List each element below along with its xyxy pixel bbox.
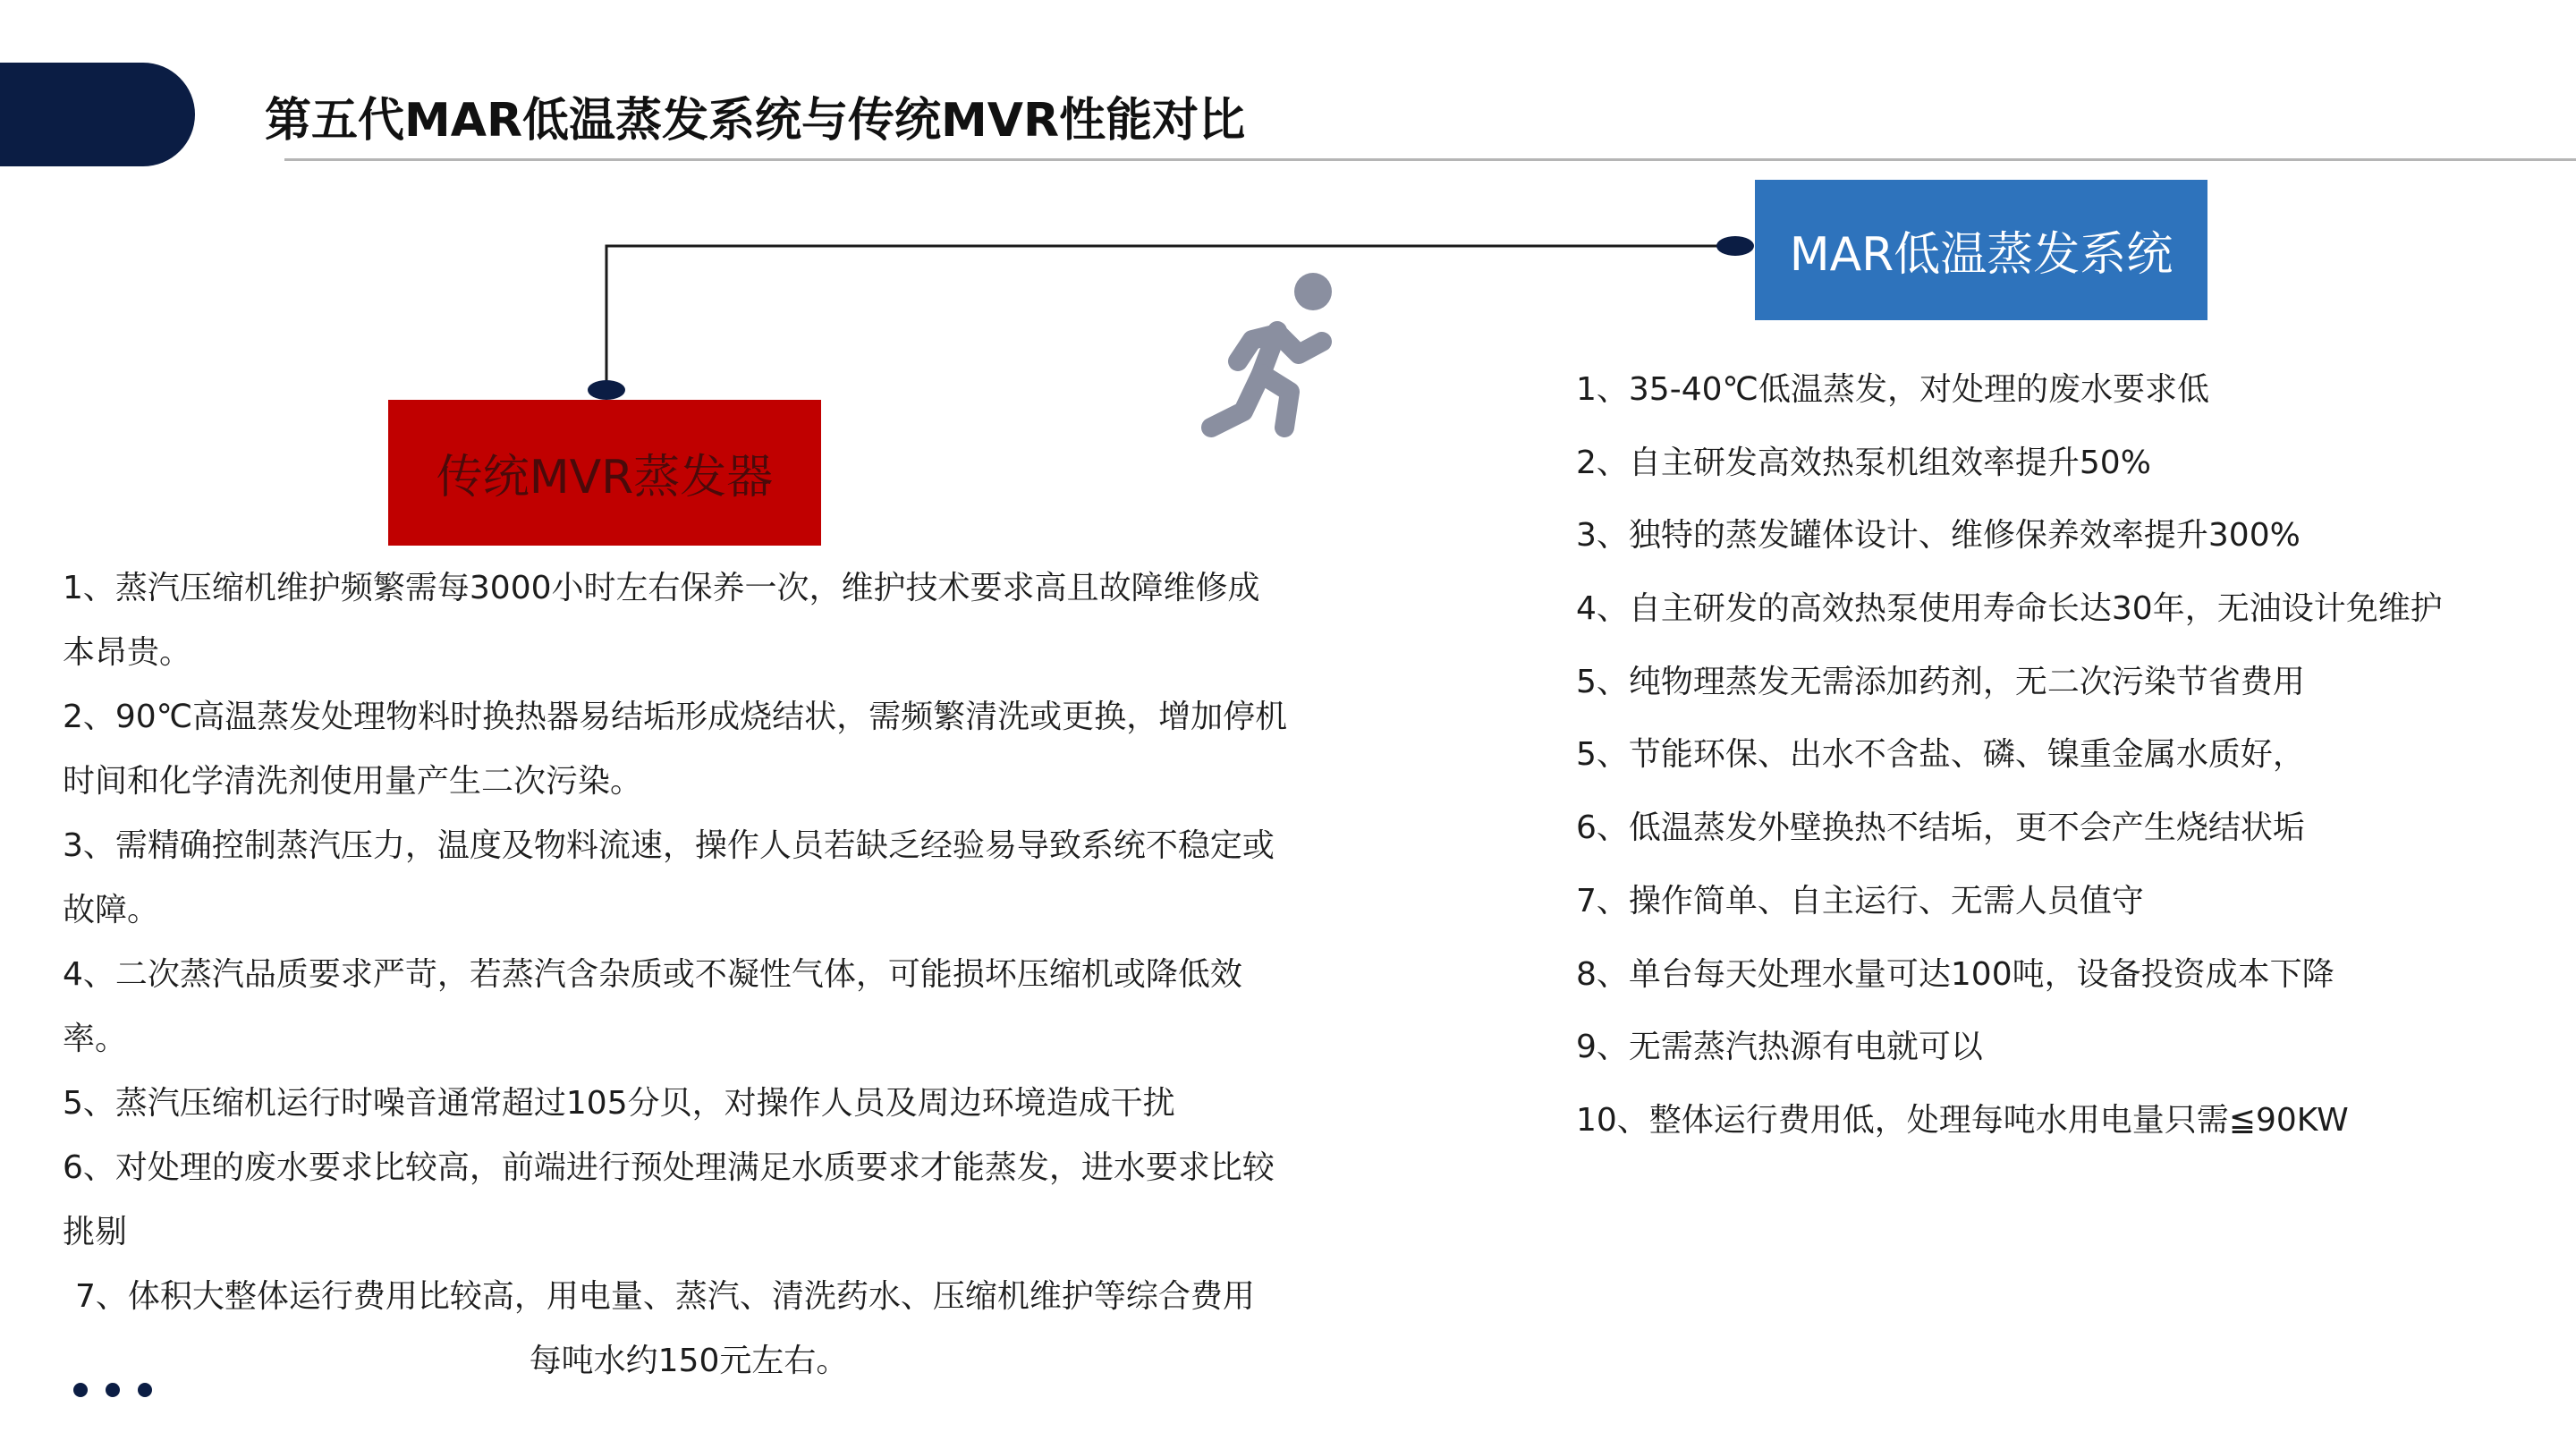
title-divider [284,158,2576,161]
mvr-item: 3、需精确控制蒸汽压力，温度及物料流速，操作人员若缺乏经验易导致系统不稳定或故障。 [63,827,1275,928]
mar-item: 4、自主研发的高效热泵使用寿命长达30年，无油设计免维护 [1576,590,2443,628]
mar-item: 9、无需蒸汽热源有电就可以 [1576,1029,1983,1066]
connector-line [606,246,1735,390]
mar-item: 2、自主研发高效热泵机组效率提升50% [1576,444,2151,481]
mar-item: 6、低温蒸发外壁换热不结垢，更不会产生烧结状垢 [1576,809,2305,847]
mvr-item-continuation: 每吨水约150元左右。 [529,1343,849,1379]
mar-system-label: MAR低温蒸发系统 [1755,180,2207,320]
header-accent-tab [0,63,195,166]
mvr-item: 6、对处理的废水要求比较高，前端进行预处理满足水质要求才能蒸发，进水要求比较挑剔 [63,1149,1275,1250]
running-person-icon [1199,268,1360,443]
mvr-evaporator-label: 传统MVR蒸发器 [388,400,821,546]
mvr-item: 1、蒸汽压缩机维护频繁需每3000小时左右保养一次，维护技术要求高且故障维修成本昂贵。 [63,570,1260,671]
mar-item: 10、整体运行费用低，处理每吨水用电量只需≦90KW [1576,1101,2349,1139]
mar-item: 5、纯物理蒸发无需添加药剂，无二次污染节省费用 [1576,663,2305,700]
mar-item: 8、单台每天处理水量可达100吨，设备投资成本下降 [1576,955,2334,993]
mar-item: 1、35-40℃低温蒸发，对处理的废水要求低 [1576,371,2209,408]
slide-title: 第五代MAR低温蒸发系统与传统MVR性能对比 [265,94,1246,148]
dot [73,1383,88,1397]
mar-item: 7、操作简单、自主运行、无需人员值守 [1576,882,2144,919]
connector-end-dot-right [1716,236,1754,256]
mvr-item: 2、90℃高温蒸发处理物料时换热器易结垢形成烧结状，需频繁清洗或更换，增加停机时间和化学清洗剂使用量产生二次污染。 [63,699,1288,800]
dot [106,1383,120,1397]
mar-item: 3、独特的蒸发罐体设计、维修保养效率提升300% [1576,517,2301,555]
mvr-item: 4、二次蒸汽品质要求严苛，若蒸汽含杂质或不凝性气体，可能损坏压缩机或降低效率。 [63,956,1242,1057]
mvr-item: 7、体积大整体运行费用比较高，用电量、蒸汽、清洗药水、压缩机维护等综合费用 [75,1278,1255,1315]
dot [138,1383,152,1397]
mvr-drawbacks-list [63,556,1288,1394]
mvr-item: 5、蒸汽压缩机运行时噪音通常超过105分贝，对操作人员及周边环境造成干扰 [63,1085,1175,1122]
ellipsis-dots-icon [73,1383,152,1404]
connector-end-dot-left [588,380,625,400]
mar-advantages-list [1576,358,2551,1162]
mar-item: 5、节能环保、出水不含盐、磷、镍重金属水质好， [1576,736,2305,774]
